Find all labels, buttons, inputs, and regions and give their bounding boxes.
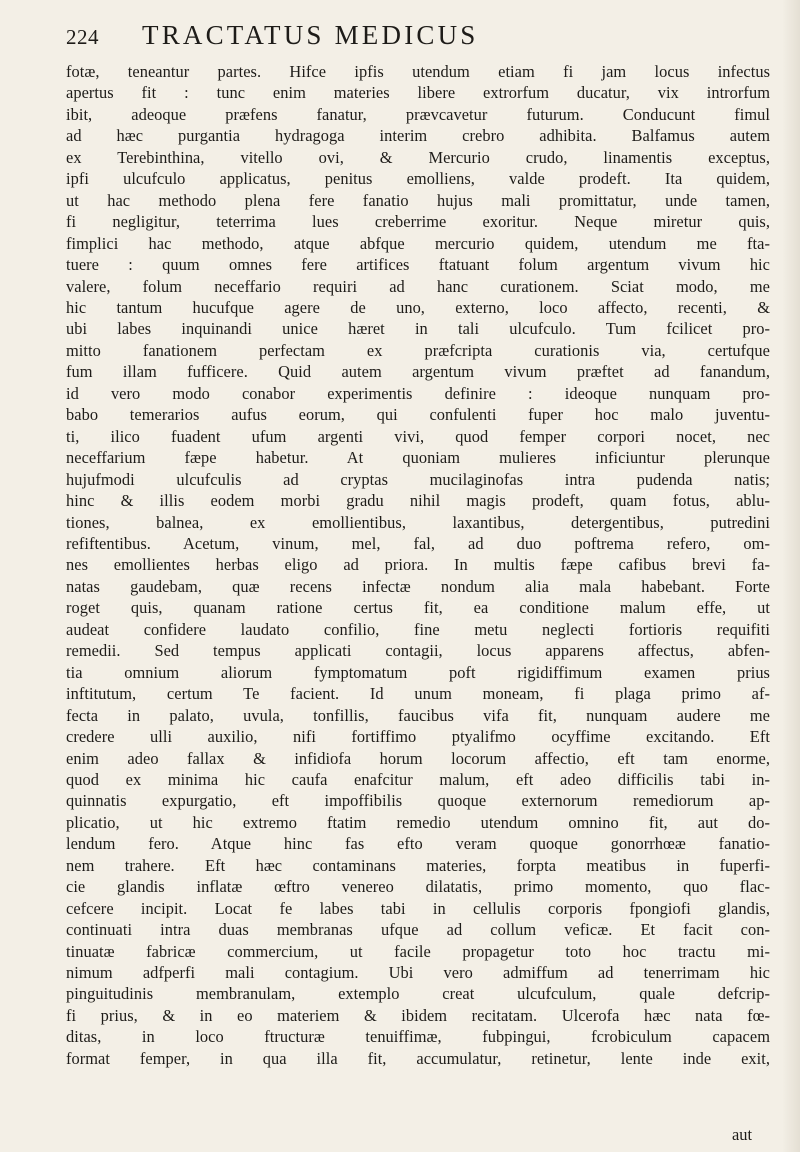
text-line: quod ex minima hic caufa enafcitur malum, eft adeo difficilis tabi in- (66, 769, 770, 789)
running-title: TRACTATUS MEDICUS (142, 20, 479, 50)
text-line: audeat confidere laudato confilio, fine metu neglecti fortioris requifiti (66, 619, 770, 639)
page-edge-shadow (782, 0, 800, 1152)
text-line: ipfi ulcufculo applicatus, penitus emolliens, valde prodeft. Ita quidem, (66, 169, 770, 189)
text-line: ibit, adeoque præfens fanatur, prævcavetur futurum. Conducunt fimul (66, 104, 770, 124)
text-line: hinc & illis eodem morbi gradu nihil magis prodeft, quam fotus, ablu- (66, 491, 770, 511)
text-line: quinnatis expurgatio, eft impoffibilis quoque externorum remediorum ap- (66, 791, 770, 811)
text-line: remedii. Sed tempus applicati contagii, locus apparens affectus, abfen- (66, 641, 770, 661)
text-line: tinuatæ fabricæ commercium, ut facile propagetur toto hoc tractu mi- (66, 941, 770, 961)
text-line: ex Terebinthina, vitello ovi, & Mercurio crudo, linamentis exceptus, (66, 147, 770, 167)
text-line: fecta in palato, uvula, tonfillis, faucibus vifa fit, nunquam audere me (66, 705, 770, 725)
text-line: tuere : quum omnes fere artifices ftatuant folum argentum vivum hic (66, 255, 770, 275)
text-line: lendum fero. Atque hinc fas efto veram quoque gonorrhœæ fanatio- (66, 834, 770, 854)
text-line: enim adeo fallax & infidiofa horum locorum affectio, eft tam enorme, (66, 748, 770, 768)
page-header (66, 20, 770, 60)
body-text (66, 61, 770, 1069)
text-line: ubi labes inquinandi unice hæret in tali ulcufculo. Tum fcilicet pro- (66, 319, 770, 339)
text-line: nes emollientes herbas eligo ad priora. In multis fæpe cafibus brevi fa- (66, 555, 770, 575)
text-line: nimum adfperfi mali contagium. Ubi vero admiffum ad tenerrimam hic (66, 963, 770, 983)
catchword: aut (731, 1125, 752, 1144)
text-line: fi prius, & in eo materiem & ibidem recitatam. Ulcerofa hæc nata fœ- (66, 1005, 770, 1025)
text-line: valere, folum neceffario requiri ad hanc curationem. Sciat modo, me (66, 276, 770, 296)
text-line: tiones, balnea, ex emollientibus, laxantibus, detergentibus, putredini (66, 512, 770, 532)
text-line: fum illam fufficere. Quid autem argentum vivum præftet ad fanandum, (66, 362, 770, 382)
text-line: cefcere incipit. Locat fe labes tabi in cellulis corporis fpongiofi glandis, (66, 898, 770, 918)
text-line: nem trahere. Eft hæc contaminans materies, forpta meatibus in fuperfi- (66, 855, 770, 875)
text-line: id vero modo conabor experimentis definire : ideoque nunquam pro- (66, 383, 770, 403)
text-line: fi negligitur, teterrima lues creberrime exoritur. Neque miretur quis, (66, 212, 770, 232)
page-number: 224 (66, 25, 99, 49)
text-line: neceffarium fæpe habetur. At quoniam mulieres inficiuntur plerunque (66, 448, 770, 468)
text-line: babo temerarios aufus eorum, qui confulenti fuper hoc malo juventu- (66, 405, 770, 425)
text-line: cie glandis inflatæ œftro venereo dilatatis, primo momento, quo flac- (66, 877, 770, 897)
text-line: mitto fanationem perfectam ex præfcripta curationis via, certufque (66, 340, 770, 360)
text-line: plicatio, ut hic extremo ftatim remedio utendum omnino fit, aut do- (66, 812, 770, 832)
text-line: hujufmodi ulcufculis ad cryptas mucilaginofas intra pudenda natis; (66, 469, 770, 489)
text-line: pinguitudinis membranulam, extemplo creat ulcufculum, quale defcrip- (66, 984, 770, 1004)
text-line: hic tantum hucufque agere de uno, externo, loco affecto, recenti, & (66, 297, 770, 317)
text-line: format femper, in qua illa fit, accumulatur, retinetur, lente inde exit, (66, 1048, 770, 1068)
text-line: continuati intra duas membranas ufque ad collum veficæ. Et facit con- (66, 920, 770, 940)
text-line: inftitutum, certum Te facient. Id unum moneam, fi plaga primo af- (66, 684, 770, 704)
text-line: fotæ, teneantur partes. Hifce ipfis utendum etiam fi jam locus infectus (66, 62, 770, 81)
text-line: refiftentibus. Acetum, vinum, mel, fal, ad duo poftrema refero, om- (66, 533, 770, 553)
text-line: fimplici hac methodo, atque abfque mercurio quidem, utendum me fta- (66, 233, 770, 253)
text-line: natas gaudebam, quæ recens infectæ nondum alia mala habebant. Forte (66, 576, 770, 596)
text-line: ad hæc purgantia hydragoga interim crebro adhibita. Balfamus autem (66, 126, 770, 146)
text-line: ti, ilico fuadent ufum argenti vivi, quod femper corpori nocet, nec (66, 426, 770, 446)
text-line: credere ulli auxilio, nifi fortiffimo ptyalifmo ocyffime excitando. Eft (66, 727, 770, 747)
text-line: apertus fit : tunc enim materies libere extrorfum ducatur, vix introrfum (66, 83, 770, 103)
text-line: tia omnium aliorum fymptomatum poft rigidiffimum examen prius (66, 662, 770, 682)
text-line: ditas, in loco ftructuræ tenuiffimæ, fubpingui, fcrobiculum capacem (66, 1027, 770, 1047)
text-line: ut hac methodo plena fere fanatio hujus mali promittatur, unde tamen, (66, 190, 770, 210)
text-line: roget quis, quanam ratione certus fit, ea conditione malum effe, ut (66, 598, 770, 618)
